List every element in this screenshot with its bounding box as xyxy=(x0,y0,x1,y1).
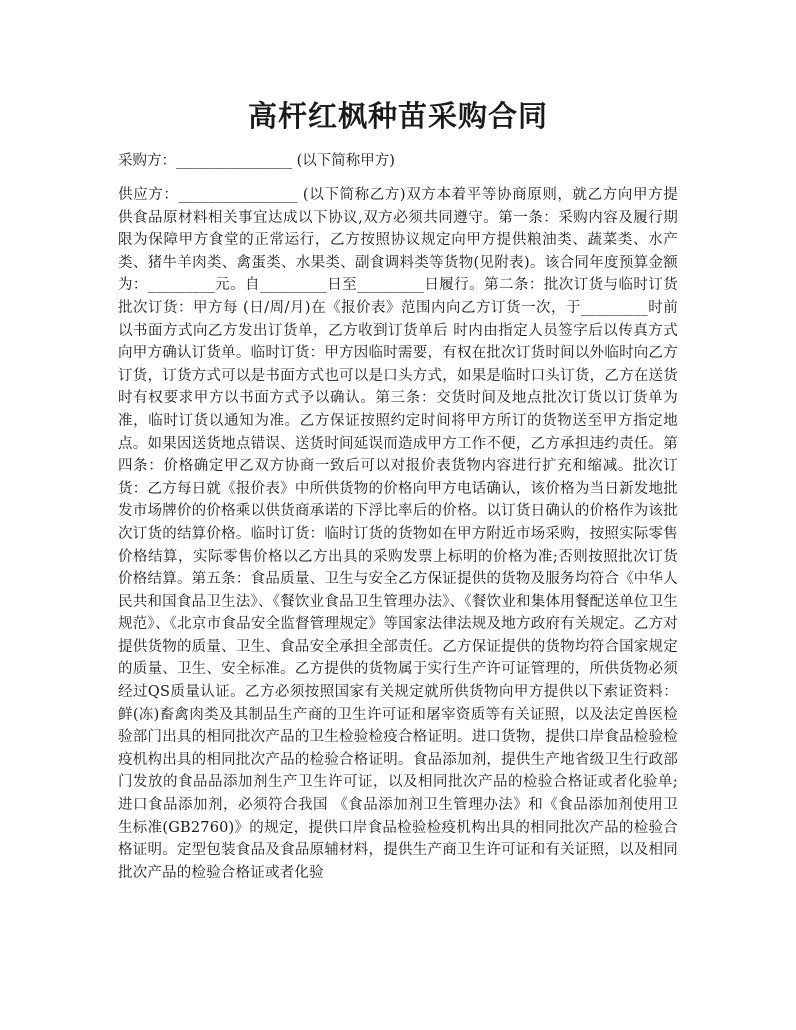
contract-body: 供应方：________________ (以下简称乙方)双方本着平等协商原则，就乙方向甲方提供食品原材料相关事宜达成以下协议,双方必须共同遵守。第一条：采购内容及履行期限为保障甲方食堂的正常运行，乙方按照协议规定向甲方提供粮油类、蔬菜类、水产类、猪牛羊肉类、禽蛋类、水果类、副食调料类等货物(见附表)。该合同年度预算金额为：_________元。自_________日至_________日履行。第二条：批次订货与临时订货批次订货：甲方每 (日/周/月)在《报价表》范围内向乙方订货一次，于_________时前以书面方式向乙方发出订货单，乙方收到订货单后 时内由指定人员签字后以传真方式向甲方确认订货单。临时订货：甲方因临时需要，有权在批次订货时间以外临时向乙方订货，订货方式可以是书面方式也可以是口头方式，如果是临时口头订货，乙方在送货时有权要求甲方以书面方式予以确认。第三条：交货时间及地点批次订货以订货单为准，临时订货以通知为准。乙方保证按照约定时间将甲方所订的货物送至甲方指定地点。如果因送货地点错误、送货时间延误而造成甲方工作不便，乙方承担违约责任。第四条：价格确定甲乙双方协商一致后可以对报价表货物内容进行扩充和缩减。批次订货：乙方每日就《报价表》中所供货物的价格向甲方电话确认，该价格为当日新发地批发市场牌价的价格乘以供货商承诺的下浮比率后的价格。以订货日确认的价格作为该批次订货的结算价格。临时订货：临时订货的货物如在甲方附近市场采购，按照实际零售价格结算，实际零售价格以乙方出具的采购发票上标明的价格为准;否则按照批次订货价格结算。第五条：食品质量、卫生与安全乙方保证提供的货物及服务均符合《中华人民共和国食品卫生法》、《餐饮业食品卫生管理办法》、《餐饮业和集体用餐配送单位卫生规范》、《北京市食品安全监督管理规定》等国家法律法规及地方政府有关规定。乙方对提供货物的质量、卫生、食品安全承担全部责任。乙方保证提供的货物均符合国家规定的质量、卫生、安全标准。乙方提供的货物属于实行生产许可证管理的，所供货物必须经过QS质量认证。乙方必须按照国家有关规定就所供货物向甲方提供以下索证资料：鲜(冻)畜禽肉类及其制品生产商的卫生许可证和屠宰资质等有关证照，以及法定兽医检验部门出具的相同批次产品的卫生检验检疫合格证明。进口货物，提供口岸食品检验检疫机构出具的相同批次产品的检验合格证明。食品添加剂，提供生产地省级卫生行政部门发放的食品品添加剂生产卫生许可证，以及相同批次产品的检验合格证或者化验单;进口食品添加剂，必须符合我国 《食品添加剂卫生管理办法》和《食品添加剂使用卫生标准(GB2760)》的规定，提供口岸食品检验检疫机构出具的相同批次产品的检验合格证明。定型包装食品及食品原辅材料，提供生产商卫生许可证和有关证照，以及相同批次产品的检验合格证或者化验 xyxy=(118,187,678,881)
buyer-line: 采购方：________________ (以下简称甲方) xyxy=(118,153,395,169)
document-title: 高杆红枫种苗采购合同 xyxy=(247,99,548,133)
